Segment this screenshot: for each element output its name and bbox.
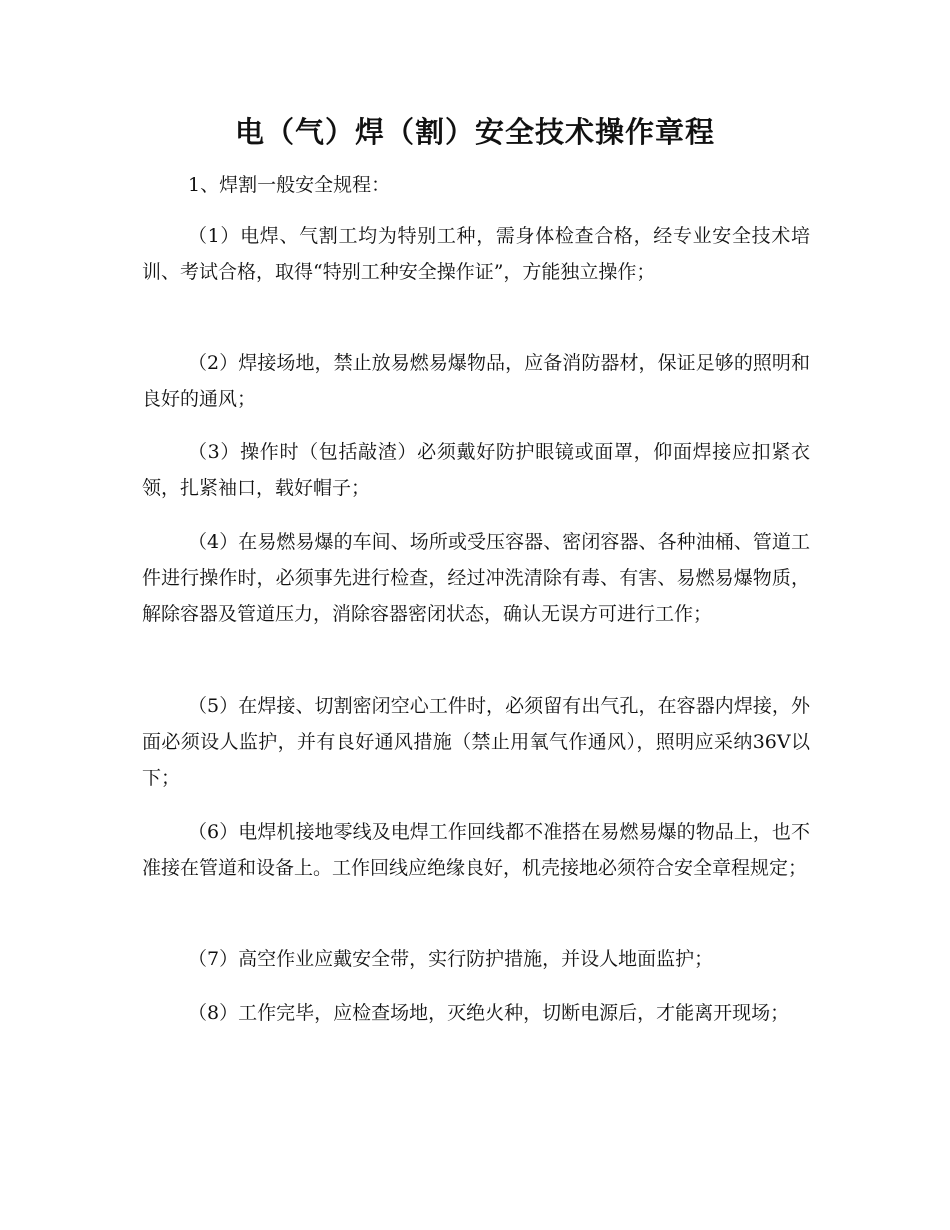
paragraph-item-8: （8）工作完毕，应检查场地，灭绝火种，切断电源后，才能离开现场； bbox=[188, 1002, 790, 1024]
paragraph-item-7: （7）高空作业应戴安全带，实行防护措施，并设人地面监护； bbox=[188, 948, 714, 970]
section-heading: 1、焊割一般安全规程： bbox=[188, 174, 391, 196]
paragraph-item-1: （1）电焊、气割工均为特别工种，需身体检查合格，经专业安全技术培训、考试合格，取得“特别工种安全操作证”，方能独立操作； bbox=[142, 225, 810, 283]
paragraph-item-3: （3）操作时（包括敲渣）必须戴好防护眼镜或面罩，仰面焊接应扣紧衣领，扎紧袖口，载好帽子； bbox=[142, 441, 810, 499]
document-title: 电（气）焊（割）安全技术操作章程 bbox=[234, 115, 715, 149]
paragraph-item-4: （4）在易燃易爆的车间、场所或受压容器、密闭容器、各种油桶、管道工件进行操作时，必须事先进行检查，经过冲洗清除有毒、有害、易燃易爆物质，解除容器及管道压力，消除容器密闭状态，确认无误方可进行工作； bbox=[142, 531, 810, 625]
paragraph-item-5: （5）在焊接、切割密闭空心工件时，必须留有出气孔，在容器内焊接，外面必须设人监护，并有良好通风措施（禁止用氧气作通风），照明应采纳36V以下； bbox=[142, 695, 810, 789]
paragraph-item-6: （6）电焊机接地零线及电焊工作回线都不准搭在易燃易爆的物品上，也不准接在管道和设备上。工作回线应绝缘良好，机壳接地必须符合安全章程规定； bbox=[142, 821, 810, 879]
paragraph-item-2: （2）焊接场地，禁止放易燃易爆物品，应备消防器材，保证足够的照明和良好的通风； bbox=[142, 352, 810, 410]
